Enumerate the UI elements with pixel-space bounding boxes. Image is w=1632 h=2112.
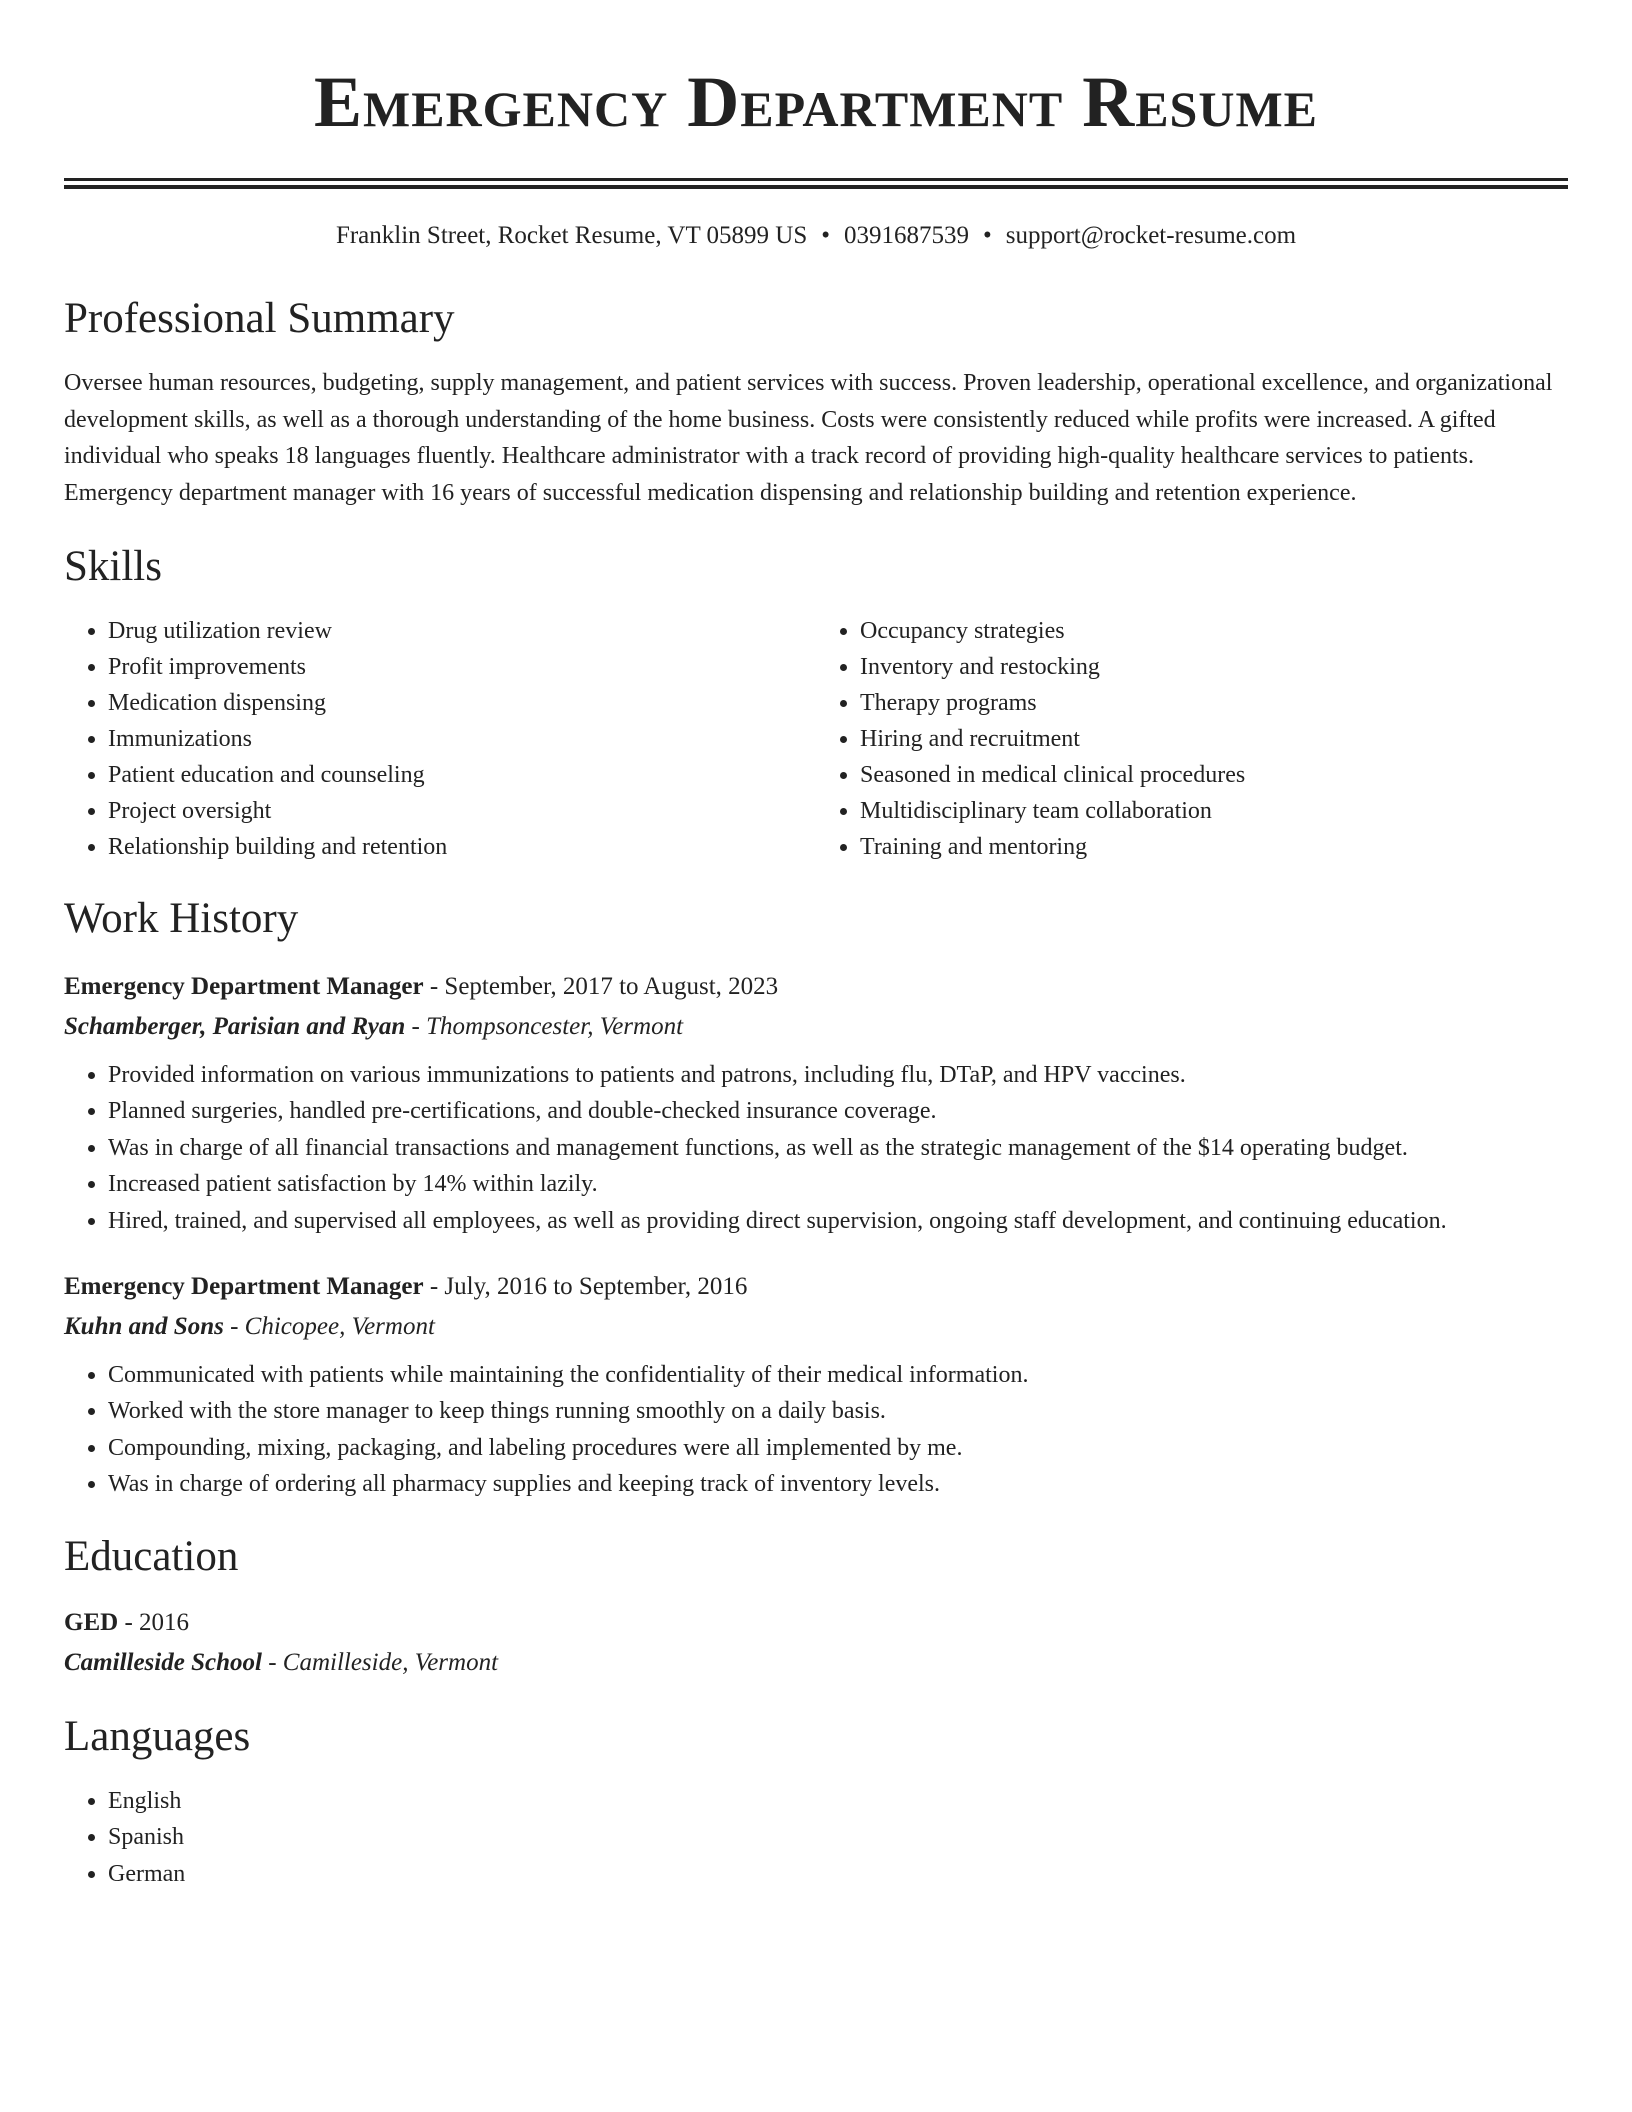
job-company-line	[64, 1307, 1568, 1347]
job-duties	[64, 1057, 1568, 1239]
contact-address: Franklin Street, Rocket Resume, VT 05899 US	[335, 222, 808, 249]
job-dates: - September, 2017 to August, 2023	[423, 973, 779, 1000]
skills-columns	[64, 613, 1568, 865]
job-location: - Thompsoncester, Vermont	[405, 1013, 684, 1040]
summary-text: Oversee human resources, budgeting, supply management, and patient services with success. Proven leadership, operational excellence, and organizational development skills, as well as a thorough understanding of the home business. Costs were consistently reduced while profits were increased. A gifted individual who speaks 18 languages fluently. Healthcare administrator with a track record of providing high-quality healthcare services to patients. Emergency department manager with 16 years of successful medication dispensing and relationship building and retention experience.	[64, 370, 1553, 506]
languages-heading: Languages	[64, 1712, 251, 1760]
bullet-separator: •	[821, 222, 830, 249]
duty-item: • Was in charge of all financial transactions and management functions, as well as the strategic management of the $14 operating budget.	[108, 1130, 1568, 1166]
duty-item: • Communicated with patients while maintaining the confidentiality of their medical information.	[108, 1357, 1568, 1393]
job-entry	[64, 1267, 1568, 1503]
skill-item: • Medication dispensing	[108, 685, 816, 721]
skill-item: • Profit improvements	[108, 649, 816, 685]
skill-item: • Immunizations	[108, 721, 816, 757]
skill-item: • Multidisciplinary team collaboration	[860, 793, 1568, 829]
job-title: Emergency Department Manager	[64, 1273, 424, 1301]
job-duties	[64, 1357, 1568, 1503]
job-location: - Chicopee, Vermont	[223, 1313, 435, 1341]
language-item: • Spanish	[108, 1819, 1568, 1856]
language-item: • English	[108, 1783, 1568, 1820]
degree-year: - 2016	[118, 1608, 190, 1636]
skill-item: • Occupancy strategies	[860, 613, 1568, 649]
skills-list-left	[64, 613, 816, 865]
job-company-line	[64, 1007, 1568, 1047]
job-company: Schamberger, Parisian and Ryan	[64, 1013, 406, 1040]
skills-list-right	[816, 613, 1568, 865]
skill-item: • Project oversight	[108, 793, 816, 829]
skill-item: • Training and mentoring	[860, 829, 1568, 865]
skills-heading: Skills	[64, 543, 162, 590]
title-divider	[64, 178, 1568, 189]
duty-item: • Provided information on various immunizations to patients and patrons, including flu, DTaP, and HPV vaccines.	[108, 1057, 1568, 1093]
duty-item: • Compounding, mixing, packaging, and labeling procedures were all implemented by me.	[108, 1430, 1568, 1466]
job-title-line	[64, 1267, 1568, 1307]
skill-item: • Therapy programs	[860, 685, 1568, 721]
duty-item: • Planned surgeries, handled pre-certifications, and double-checked insurance coverage.	[108, 1093, 1568, 1129]
contact-email: support@rocket-resume.com	[1005, 222, 1297, 249]
duty-item: • Hired, trained, and supervised all employees, as well as providing direct supervision, ongoing staff development, and continuing education.	[108, 1203, 1568, 1239]
skill-item: • Seasoned in medical clinical procedures	[860, 757, 1568, 793]
language-item: • German	[108, 1856, 1568, 1893]
duty-item: • Worked with the store manager to keep things running smoothly on a daily basis.	[108, 1393, 1568, 1429]
duty-item: • Was in charge of ordering all pharmacy supplies and keeping track of inventory levels.	[108, 1466, 1568, 1502]
skill-item: • Hiring and recruitment	[860, 721, 1568, 757]
resume-title: Emergency Department Resume	[313, 62, 1319, 142]
education-heading: Education	[64, 1532, 239, 1580]
education-entry	[64, 1603, 1568, 1683]
job-company: Kuhn and Sons	[64, 1313, 224, 1341]
job-dates: - July, 2016 to September, 2016	[423, 1273, 748, 1301]
skill-item: • Inventory and restocking	[860, 649, 1568, 685]
contact-phone: 0391687539	[843, 222, 969, 249]
degree: GED	[64, 1608, 119, 1636]
bullet-separator: •	[982, 222, 992, 249]
degree-line	[64, 1603, 1568, 1643]
job-title-line	[64, 967, 1568, 1007]
school-line	[64, 1643, 1568, 1683]
work-history-heading: Work History	[64, 895, 299, 942]
contact-line	[64, 219, 1568, 253]
languages-list	[64, 1783, 1568, 1893]
duty-item: • Increased patient satisfaction by 14% within lazily.	[108, 1166, 1568, 1202]
skill-item: • Drug utilization review	[108, 613, 816, 649]
summary-heading: Professional Summary	[64, 295, 455, 342]
job-entry	[64, 967, 1568, 1239]
skill-item: • Relationship building and retention	[108, 829, 816, 865]
skill-item: • Patient education and counseling	[108, 757, 816, 793]
job-title: Emergency Department Manager	[64, 973, 424, 1000]
school-name: Camilleside School	[64, 1648, 262, 1676]
school-location: - Camilleside, Vermont	[261, 1648, 499, 1676]
